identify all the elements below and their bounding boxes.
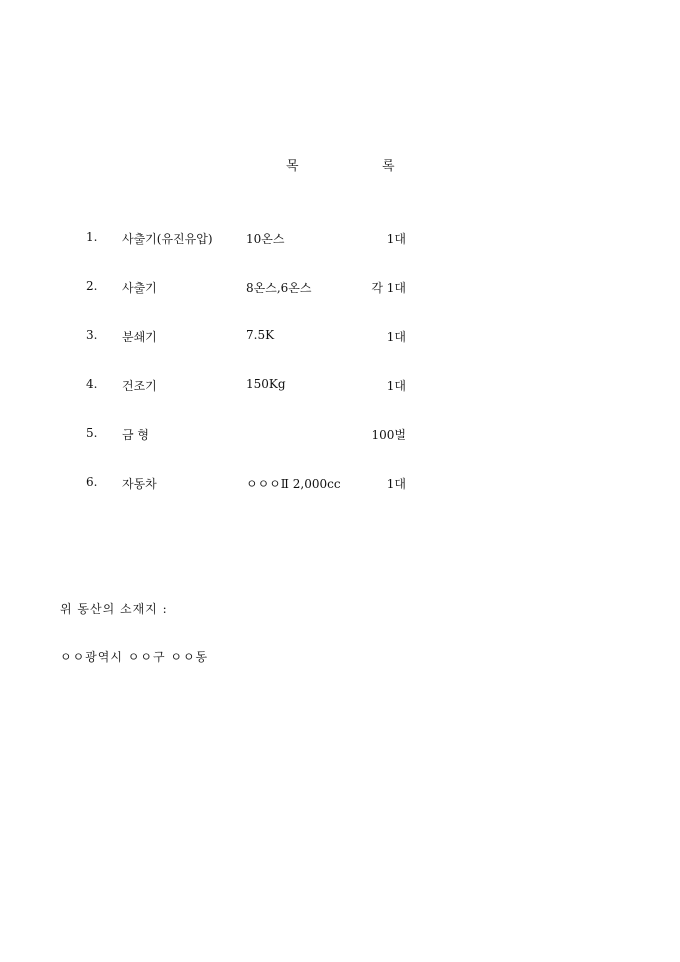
item-spec: 10온스 [246, 232, 285, 246]
item-number: 2. [86, 279, 98, 293]
list-item [0, 426, 680, 446]
item-spec: 8온스,6온스 [246, 281, 312, 295]
list-item [0, 328, 680, 348]
list-item [0, 230, 680, 250]
item-number: 4. [86, 377, 98, 391]
list-item [0, 475, 680, 495]
item-quantity: 각 1대 [371, 281, 406, 295]
item-spec: ㅇㅇㅇⅡ 2,000cc [246, 477, 341, 491]
item-name: 건조기 [122, 379, 157, 393]
item-quantity: 1대 [386, 330, 406, 344]
item-quantity: 1대 [386, 379, 406, 393]
page-title-left: 목 [286, 159, 299, 174]
item-name: 분쇄기 [122, 330, 157, 344]
item-name: 금 형 [122, 428, 149, 442]
item-quantity: 1대 [386, 232, 406, 246]
item-name: 자동차 [122, 477, 157, 491]
item-name: 사출기(유진유압) [122, 232, 213, 246]
item-spec: 7.5K [246, 328, 275, 342]
item-number: 1. [86, 230, 98, 244]
item-number: 3. [86, 328, 98, 342]
item-quantity: 100벌 [371, 428, 406, 442]
location-label: 위 동산의 소재지 : [60, 602, 168, 616]
item-quantity: 1대 [386, 477, 406, 491]
list-item [0, 377, 680, 397]
location-value: ㅇㅇ광역시 ㅇㅇ구 ㅇㅇ동 [60, 650, 209, 664]
item-number: 5. [86, 426, 98, 440]
item-name: 사출기 [122, 281, 157, 295]
item-number: 6. [86, 475, 98, 489]
page-title-right: 록 [382, 159, 395, 174]
item-spec: 150Kg [246, 377, 286, 391]
list-item [0, 279, 680, 299]
